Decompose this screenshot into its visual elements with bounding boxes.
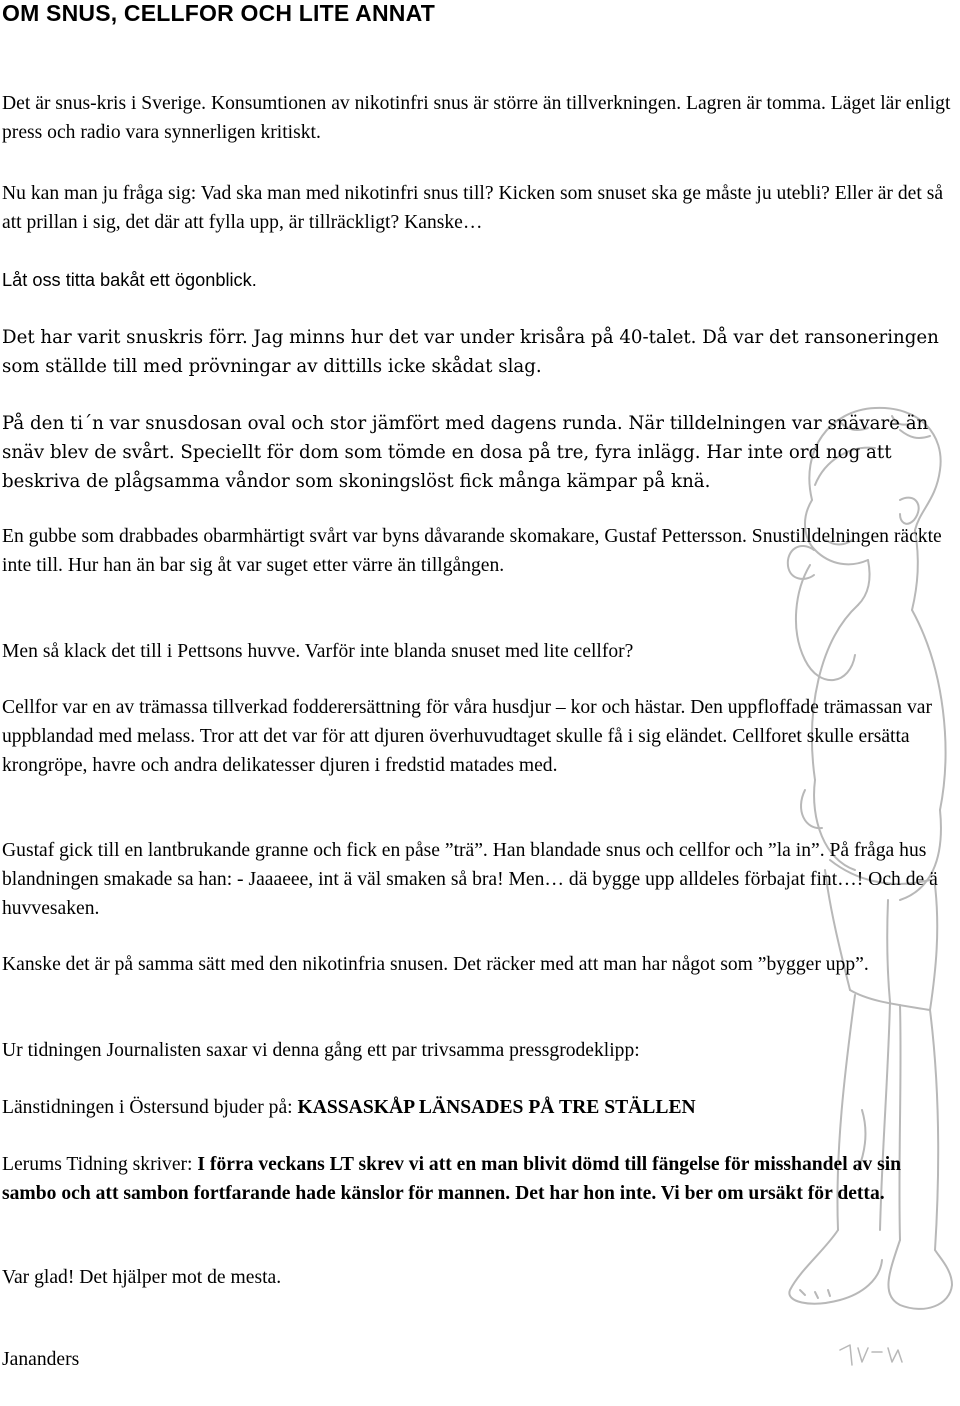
lerums-quote: I förra veckans LT skrev vi att en man blivit dömd till fängelse för misshandel av sin sambo och att sambon fortfarande hade känslor för mannen. Det har hon inte. Vi ber om ursäkt för detta. (2, 1154, 902, 1204)
paragraph-look-back: Låt oss titta bakåt ett ögonblick. (2, 270, 257, 290)
paragraph-intro: Det är snus-kris i Sverige. Konsumtionen av nikotinfri snus är större än tillverkningen. Lagren är tomma. Läget lär enligt press och radio vara synnerligen kritiskt. (2, 93, 951, 143)
paragraph-snus-crisis: Det har varit snuskris förr. Jag minns hur det var under krisåra på 40-talet. Då var det ransoneringen som ställde till med prövningar av dittills icke skådat slag. (2, 327, 939, 377)
lerums-intro: Lerums Tidning skriver: (2, 1154, 198, 1175)
paragraph-question: Nu kan man ju fråga sig: Vad ska man med nikotinfri snus till? Kicken som snuset ska ge måste ju utebli? Eller är det så att prillan i sig, det där att fylla upp, är tillräckligt? Kanske… (2, 183, 944, 233)
paragraph-gustaf: Gustaf gick till en lantbrukande granne och fick en påse ”trä”. Han blandade snus och cellfor och ”la in”. På fråga hus blandningen smakade sa han: - Jaaaeee, int ä väl smaken så bra! Men… dä bygge upp alldeles förbajat fint…! Och de ä huvvesaken. (2, 840, 938, 919)
paragraph-nicotine-free: Kanske det är på samma sätt med den nikotinfria snusen. Det räcker med att man har något som ”bygger upp”. (2, 954, 869, 975)
page-title: OM SNUS, CELLFOR OCH LITE ANNAT (2, 0, 435, 26)
paragraph-snus-box: På den ti´n var snusdosan oval och stor jämfört med dagens runda. När tilldelningen var snävare än snäv blev de svårt. Speciellt för dom som tömde en dosa på tre, fyra inlägg. Har inte ord nog att beskriva de plågsamma våndor som skoningslöst fick många kämpar på knä. (2, 413, 929, 492)
paragraph-journalisten: Ur tidningen Journalisten saxar vi denna gång ett par trivsamma pressgrodeklipp: (2, 1040, 640, 1061)
paragraph-lerums-tidning (2, 1150, 952, 1208)
paragraph-cellfor: Cellfor var en av trämassa tillverkad fodderersättning för våra husdjur – kor och hästar. Den uppfloffade trämassan var uppblandad med melass. Tror att det var för att djuren överhuvudtaget skulle få i sig eländet. Cellforet skulle ersätta krongröpe, havre och andra delikatesser djuren i fredstid matades med. (2, 697, 933, 776)
paragraph-shoemaker: En gubbe som drabbades obarmhärtigt svårt var byns dåvarande skomakare, Gustaf Pettersson. Snustilldelningen räckte inte till. Hur han än bar sig åt var suget etter värre än tillgången. (2, 526, 942, 576)
paragraph-idea: Men så klack det till i Pettsons huvve. Varför inte blanda snuset med lite cellfor? (2, 641, 634, 662)
paragraph-lanstidningen (2, 1093, 952, 1122)
author-signature: Jananders (2, 1349, 80, 1370)
paragraph-closing: Var glad! Det hjälper mot de mesta. (2, 1267, 282, 1288)
lanstidningen-headline: KASSASKÅP LÄNSADES PÅ TRE STÄLLEN (297, 1097, 696, 1118)
lanstidningen-intro: Länstidningen i Östersund bjuder på: (2, 1097, 298, 1118)
